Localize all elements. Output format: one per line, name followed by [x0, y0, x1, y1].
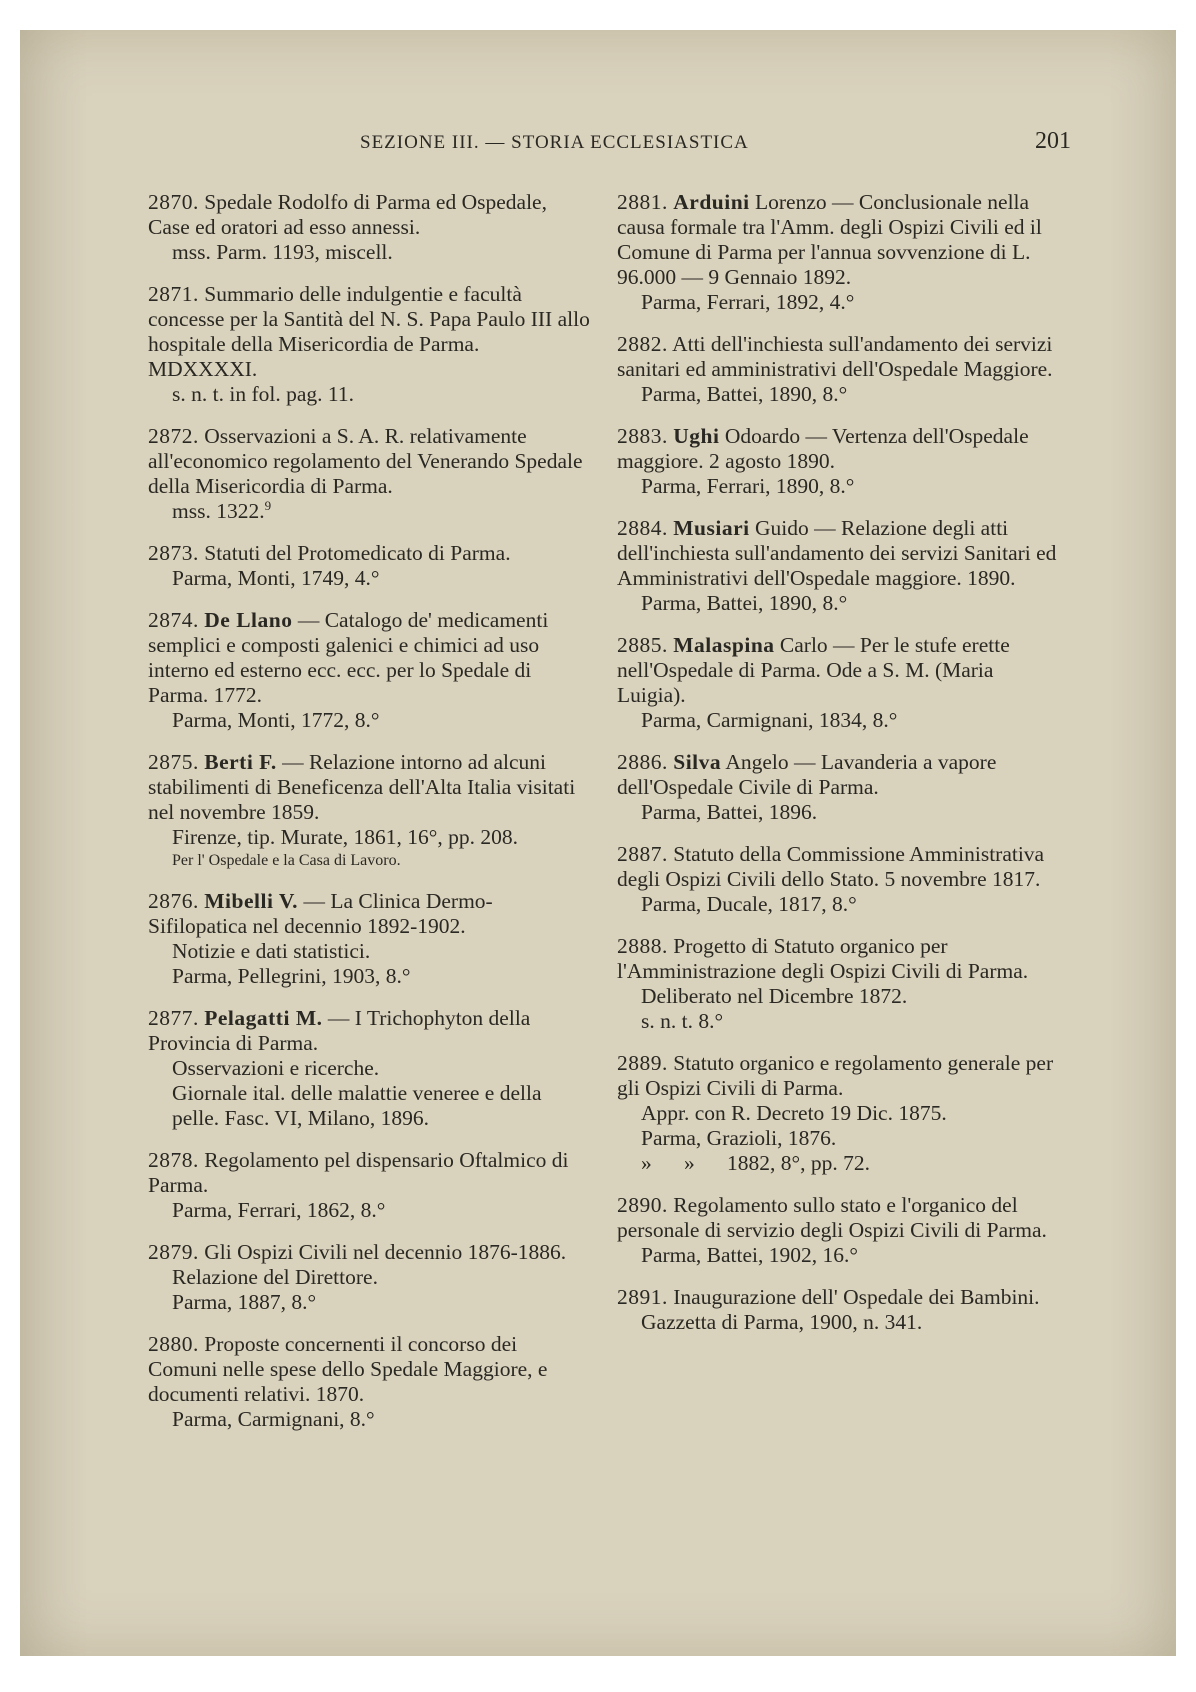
- entry-number: 2870.: [148, 190, 199, 214]
- entry-2890: [617, 1193, 1065, 1268]
- entry-2876: [148, 889, 590, 989]
- entry-number: 2878.: [148, 1148, 199, 1172]
- entry-title: Atti dell'inchiesta sull'andamento dei servizi sanitari ed amministrativi dell'Ospedale Maggiore.: [617, 332, 1053, 381]
- entry-number: 2879.: [148, 1240, 199, 1264]
- entry-subtitle: Relazione del Direttore.: [172, 1265, 378, 1289]
- entry-2888: [617, 934, 1065, 1034]
- entry-2879: [148, 1240, 590, 1315]
- entry-title: Angelo — Lavanderia a vapore dell'Ospedale Civile di Parma.: [617, 750, 997, 799]
- entry-imprint: Parma, Battei, 1896.: [641, 800, 818, 824]
- page-number: 201: [1035, 128, 1071, 154]
- entry-number: 2889.: [617, 1051, 668, 1075]
- entry-imprint: Gazzetta di Parma, 1900, n. 341.: [641, 1310, 923, 1334]
- entry-title: Osservazioni a S. A. R. relativamente all'economico regolamento del Venerando Spedale della Misericordia di Parma.: [148, 424, 583, 498]
- entry-number: 2884.: [617, 516, 668, 540]
- entry-2874: [148, 608, 590, 733]
- entry-title: Summario delle indulgentie e facultà concesse per la Santità del N. S. Papa Paulo III allo hospitale della Misericordia de Parma. MDXXXXI.: [148, 282, 590, 381]
- entry-imprint: Parma, Ducale, 1817, 8.°: [641, 892, 857, 916]
- entry-title: Regolamento sullo stato e l'organico del personale di servizio degli Ospizi Civili di Parma.: [617, 1193, 1047, 1242]
- entry-title: Progetto di Statuto organico per l'Amministrazione degli Ospizi Civili di Parma.: [617, 934, 1029, 983]
- entry-number: 2880.: [148, 1332, 199, 1356]
- imprint-text: mss. 1322.: [172, 499, 265, 523]
- entry-author: Malaspina: [673, 633, 775, 657]
- entry-title: Carlo — Per le stufe erette nell'Ospedale di Parma. Ode a S. M. (Maria Luigia).: [617, 633, 1010, 707]
- entry-imprint: Parma, Ferrari, 1862, 8.°: [172, 1198, 386, 1222]
- entry-imprint: Parma, Battei, 1902, 16.°: [641, 1243, 858, 1267]
- entry-number: 2876.: [148, 889, 199, 913]
- entry-note: Per l' Ospedale e la Casa di Lavoro.: [172, 852, 401, 869]
- entry-number: 2883.: [617, 424, 668, 448]
- entry-imprint: Parma, Pellegrini, 1903, 8.°: [172, 964, 411, 988]
- entry-subtitle: Osservazioni e ricerche.: [172, 1056, 380, 1080]
- entry-2878: [148, 1148, 590, 1223]
- entry-2871: [148, 282, 590, 407]
- entry-number: 2885.: [617, 633, 668, 657]
- entry-2883: [617, 424, 1065, 499]
- entry-title: Statuto della Commissione Amministrativa degli Ospizi Civili dello Stato. 5 novembre 1817.: [617, 842, 1045, 891]
- entry-imprint: Parma, Battei, 1890, 8.°: [641, 591, 848, 615]
- entry-2880: [148, 1332, 590, 1432]
- entry-title: Inaugurazione dell' Ospedale dei Bambini.: [673, 1285, 1040, 1309]
- entry-2877: [148, 1006, 590, 1131]
- entry-title: Statuti del Protomedicato di Parma.: [204, 541, 511, 565]
- entry-author: De Llano: [204, 608, 293, 632]
- entry-title: Guido — Relazione degli atti dell'inchiesta sull'andamento dei servizi Sanitari ed Amministrativi dell'Ospedale maggiore. 1890.: [617, 516, 1057, 590]
- entry-number: 2887.: [617, 842, 668, 866]
- book-page: [20, 30, 1176, 1656]
- entry-imprint: Giornale ital. delle malattie veneree e della pelle. Fasc. VI, Milano, 1896.: [172, 1081, 542, 1130]
- entry-2872: [148, 424, 590, 524]
- entry-number: 2882.: [617, 332, 668, 356]
- entry-number: 2888.: [617, 934, 668, 958]
- entry-imprint: s. n. t. 8.°: [641, 1009, 724, 1033]
- entry-subtitle: Deliberato nel Dicembre 1872.: [641, 984, 908, 1008]
- entry-2889: [617, 1051, 1065, 1176]
- entry-imprint: Parma, Carmignani, 8.°: [172, 1407, 375, 1431]
- entry-author: Musiari: [673, 516, 750, 540]
- entry-imprint: Parma, Monti, 1772, 8.°: [172, 708, 380, 732]
- entry-subtitle: Appr. con R. Decreto 19 Dic. 1875.: [641, 1101, 947, 1125]
- entry-author: Berti F.: [204, 750, 277, 774]
- entry-author: Silva: [673, 750, 722, 774]
- left-column: [148, 190, 590, 1449]
- entry-title: — Relazione intorno ad alcuni stabilimenti di Beneficenza dell'Alta Italia visitati nel novembre 1859.: [148, 750, 576, 824]
- entry-author: Mibelli V.: [204, 889, 299, 913]
- entry-number: 2873.: [148, 541, 199, 565]
- entry-2873: [148, 541, 590, 591]
- entry-2884: [617, 516, 1065, 616]
- entry-imprint: mss. Parm. 1193, miscell.: [172, 240, 393, 264]
- entry-imprint: Firenze, tip. Murate, 1861, 16°, pp. 208.: [172, 825, 518, 849]
- entry-title: Proposte concernenti il concorso dei Comuni nelle spese dello Spedale Maggiore, e documenti relativi. 1870.: [148, 1332, 548, 1406]
- entry-imprint: Parma, Ferrari, 1892, 4.°: [641, 290, 855, 314]
- footnote-mark: 9: [264, 497, 272, 513]
- entry-imprint-reprint: » » 1882, 8°, pp. 72.: [641, 1151, 870, 1175]
- entry-author: Arduini: [673, 190, 750, 214]
- entry-title: Regolamento pel dispensario Oftalmico di Parma.: [148, 1148, 569, 1197]
- entry-number: 2881.: [617, 190, 668, 214]
- entry-2886: [617, 750, 1065, 825]
- entry-imprint: Parma, Ferrari, 1890, 8.°: [641, 474, 855, 498]
- entry-imprint: Parma, 1887, 8.°: [172, 1290, 317, 1314]
- entry-2887: [617, 842, 1065, 917]
- entry-title: Lorenzo — Conclusionale nella causa formale tra l'Amm. degli Ospizi Civili ed il Comune di Parma per l'annua sovvenzione di L. 96.000 — 9 Gennaio 1892.: [617, 190, 1042, 289]
- entry-number: 2875.: [148, 750, 199, 774]
- entry-author: Pelagatti M.: [204, 1006, 323, 1030]
- entry-title: Statuto organico e regolamento generale per gli Ospizi Civili di Parma.: [617, 1051, 1054, 1100]
- entry-title: — Catalogo de' medicamenti semplici e composti galenici e chimici ad uso interno ed esterno ecc. ecc. per lo Spedale di Parma. 1772.: [148, 608, 549, 707]
- entry-imprint: Parma, Monti, 1749, 4.°: [172, 566, 380, 590]
- entry-imprint: s. n. t. in fol. pag. 11.: [172, 382, 354, 406]
- entry-2882: [617, 332, 1065, 407]
- entry-title: Gli Ospizi Civili nel decennio 1876-1886.: [204, 1240, 567, 1264]
- entry-title: Spedale Rodolfo di Parma ed Ospedale, Case ed oratori ad esso annessi.: [148, 190, 547, 239]
- entry-imprint: Parma, Carmignani, 1834, 8.°: [641, 708, 898, 732]
- entry-subtitle: Notizie e dati statistici.: [172, 939, 371, 963]
- right-column: [617, 190, 1065, 1352]
- entry-title: — La Clinica Dermo-Sifilopatica nel decennio 1892-1902.: [148, 889, 493, 938]
- entry-title: Odoardo — Vertenza dell'Ospedale maggiore. 2 agosto 1890.: [617, 424, 1029, 473]
- entry-number: 2871.: [148, 282, 199, 306]
- entry-2885: [617, 633, 1065, 733]
- entry-title: — I Trichophyton della Provincia di Parma.: [148, 1006, 531, 1055]
- page-header: [20, 128, 1176, 158]
- entry-2875: [148, 750, 590, 872]
- entry-number: 2891.: [617, 1285, 668, 1309]
- entry-2870: [148, 190, 590, 265]
- entry-imprint: [148, 499, 590, 524]
- entry-imprint: Parma, Battei, 1890, 8.°: [641, 382, 848, 406]
- entry-number: 2872.: [148, 424, 199, 448]
- entry-number: 2877.: [148, 1006, 199, 1030]
- entry-2881: [617, 190, 1065, 315]
- running-title: SEZIONE III. — STORIA ECCLESIASTICA: [360, 132, 749, 153]
- entry-number: 2874.: [148, 608, 199, 632]
- entry-number: 2886.: [617, 750, 668, 774]
- entry-imprint: Parma, Grazioli, 1876.: [641, 1126, 837, 1150]
- entry-2891: [617, 1285, 1065, 1335]
- entry-author: Ughi: [673, 424, 720, 448]
- entry-number: 2890.: [617, 1193, 668, 1217]
